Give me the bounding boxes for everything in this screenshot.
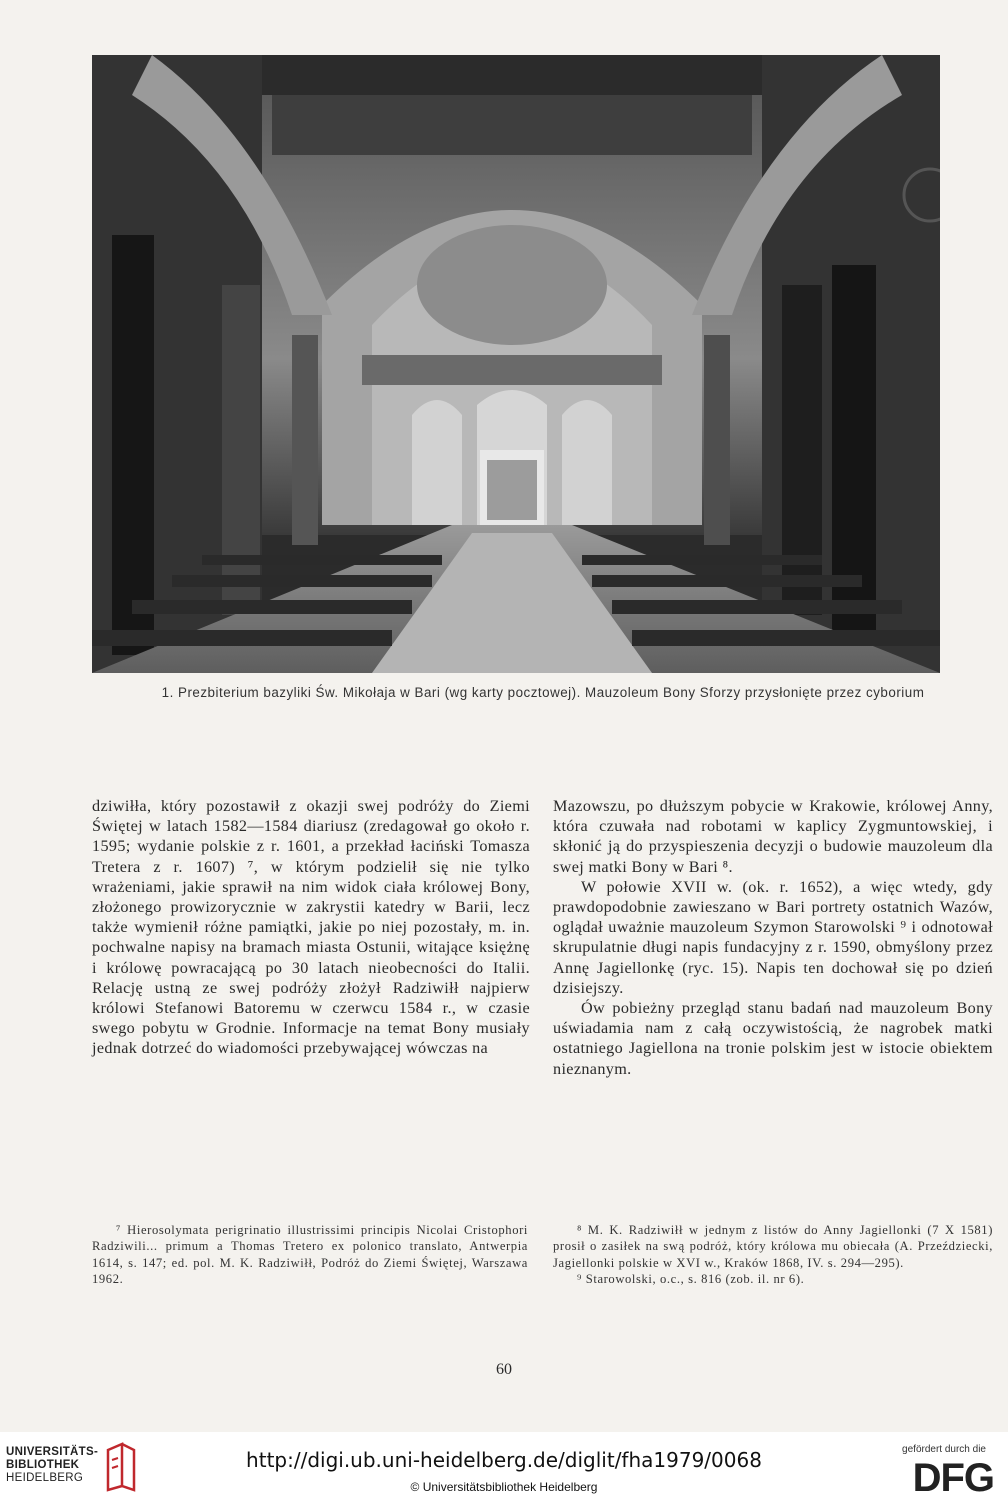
funding-label: gefördert durch die xyxy=(902,1444,986,1455)
paragraph: Ów pobieżny przegląd stanu badań nad mauzoleum Bony uświadamia nam z całą oczywistością, że nagrobek matki ostatniego Jagiellona na tronie polskim jest w istocie obiektem nieznanym. xyxy=(553,999,993,1078)
body-column-left xyxy=(92,796,530,1059)
library-line-3: HEIDELBERG xyxy=(6,1472,84,1484)
library-line-2: BIBLIOTHEK xyxy=(6,1459,80,1471)
copyright-notice: © Universitätsbibliothek Heidelberg xyxy=(410,1480,598,1494)
footnote-8: ⁸ M. K. Radziwiłł w jednym z listów do Anny Jagiellonki (7 X 1581) prosił o zasiłek na swą podróż, który królowa mu obiecała (A. Przeździecki, Jagiellonki polskie w XVI w., Kraków 1868, IV. s. 294—295). xyxy=(553,1223,993,1270)
document-url-link[interactable]: http://digi.ub.uni-heidelberg.de/diglit/fha1979/0068 xyxy=(246,1448,762,1472)
footnotes-right xyxy=(553,1222,993,1288)
paragraph: W połowie XVII w. (ok. r. 1652), a więc wtedy, gdy prawdopodobnie zawieszano w Bari portrety ostatnich Wazów, oglądał uważnie mauzoleum Szymon Starowolski ⁹ i odnotował skrupulatnie długi napis fundacyjny z r. 1590, obmyślony przez Annę Jagiellonkę (ryc. 15). Napis ten dochował się po dzień dzisiejszy. xyxy=(553,877,993,997)
paragraph: dziwiłła, który pozostawił z okazji swej podróży do Ziemi Świętej w latach 1582—1584 diariusz (zredagował go około r. 1595; wydanie polskie z r. 1601, a przekład łaciński Tomasza Tretera z r. 1607) ⁷, w którym podzielił się nie tylko wrażeniami, jakie sprawił na nim widok ciała królowej Bony, złożonego prowizorycznie w zakrystii katedry w Barii, lecz także wymienił różne pamiątki, jakie po niej pozostały, m. in. pochwalne napisy na bramach miasta Ostunii, witające księżnę i królowę powracającą po 30 latach nieobecności do Italii. Relację ustną ze swej podróży złożył Radziwiłł najpierw królowi Stefanowi Batoremu w czerwcu 1584 r., w czasie swego pobytu w Grodnie. Informacje na temat Bony musiały jednak dotrzeć do wiadomości przebywającej wówczas na xyxy=(92,797,530,1058)
footnote-9: ⁹ Starowolski, o.c., s. 816 (zob. il. nr 6). xyxy=(577,1272,805,1287)
paragraph: Mazowszu, po dłuższym pobycie w Krakowie, królowej Anny, która czuwała nad robotami w kaplicy Zygmuntowskiej, i skłonić ją do przyspieszenia decyzji o budowie mauzoleum dla swej matki Bony w Bari ⁸. xyxy=(553,797,993,876)
footer-bar xyxy=(0,1432,1008,1506)
footnote-7: ⁷ Hierosolymata perigrinatio illustrissimi principis Nicolai Cristophori Radziwili... primum a Thomas Tretero ex polonico translato, Antwerpia 1614, s. 147; ed. pol. M. K. Radziwiłł, Podróż do Ziemi Świętej, Warszawa 1962. xyxy=(92,1223,528,1287)
dfg-logo: DFG xyxy=(912,1456,994,1500)
library-line-1: UNIVERSITÄTS- xyxy=(6,1446,99,1458)
footnotes-left xyxy=(92,1222,528,1288)
page-number: 60 xyxy=(496,1361,512,1378)
basilica-interior-photo xyxy=(92,55,940,673)
body-column-right xyxy=(553,796,993,1079)
figure-caption: 1. Prezbiterium bazyliki Św. Mikołaja w Bari (wg karty pocztowej). Mauzoleum Bony Sforzy przysłonięte przez cyborium xyxy=(161,685,925,700)
